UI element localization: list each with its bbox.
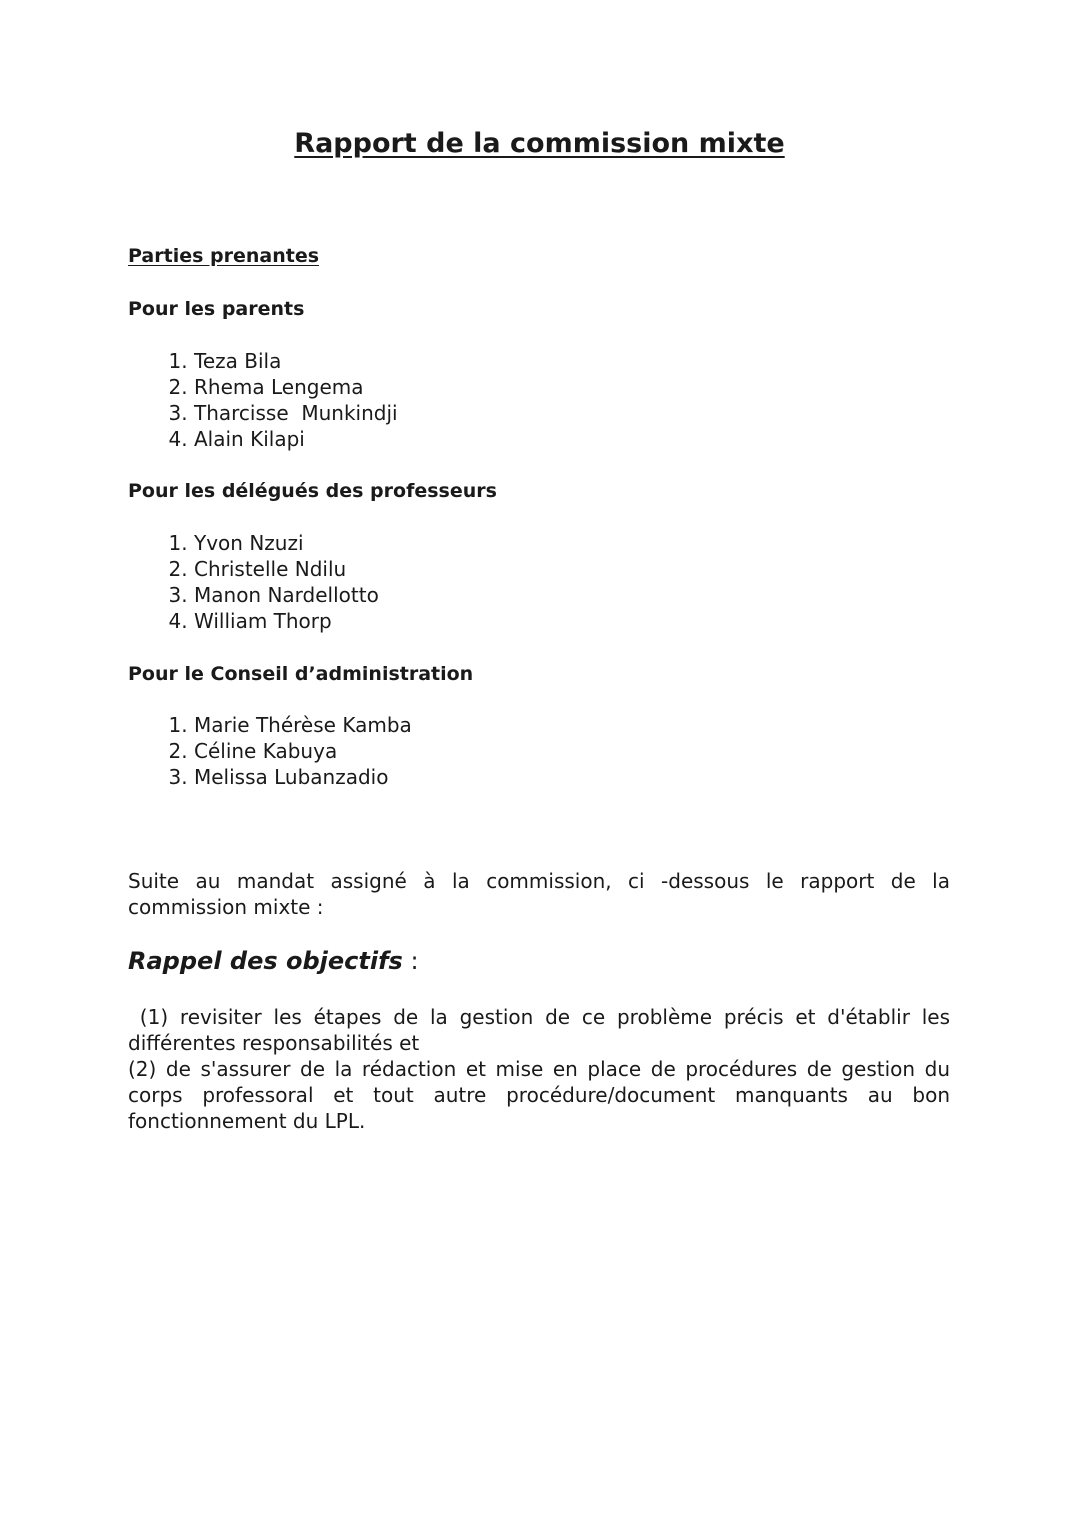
document-title: Rapport de la commission mixte: [294, 128, 785, 159]
member-list: [128, 712, 950, 790]
intro-paragraph: [128, 868, 950, 920]
group-heading: Pour les parents: [128, 298, 305, 320]
intro-line-1: Suite au mandat assigné à la commission, ci -dessous le rapport de la: [128, 869, 950, 893]
stakeholders-heading: Parties prenantes: [128, 245, 320, 267]
group-heading: Pour le Conseil d’administration: [128, 663, 474, 685]
group-board: [128, 662, 950, 686]
objectives-block: [128, 1004, 957, 1134]
group-board-list: [128, 712, 950, 790]
intro-line-2: commission mixte :: [128, 895, 324, 919]
list-item: 3. Tharcisse Munkindji: [194, 400, 950, 426]
objective-1: (1) revisiter les étapes de la gestion de ce problème précis et d'établir les différentes responsabilités et: [128, 1005, 957, 1055]
objectives-heading: [128, 945, 419, 977]
objectives-heading-text: Rappel des objectifs: [128, 947, 403, 975]
list-item: 3. Manon Nardellotto: [194, 582, 950, 608]
list-item: 2. Céline Kabuya: [194, 738, 950, 764]
list-item: 1. Marie Thérèse Kamba: [194, 712, 950, 738]
stakeholders-heading-block: [128, 244, 950, 268]
list-item: 1. Yvon Nzuzi: [194, 530, 950, 556]
list-item: 2. Christelle Ndilu: [194, 556, 950, 582]
group-heading: Pour les délégués des professeurs: [128, 480, 497, 502]
list-item: 2. Rhema Lengema: [194, 374, 950, 400]
member-list: [128, 348, 950, 452]
member-list: [128, 530, 950, 634]
group-parents: [128, 297, 950, 321]
list-item: 3. Melissa Lubanzadio: [194, 764, 950, 790]
group-parents-list: [128, 348, 950, 452]
group-teachers: [128, 479, 950, 503]
list-item: 4. Alain Kilapi: [194, 426, 950, 452]
objectives-heading-colon: :: [402, 947, 419, 975]
list-item: 4. William Thorp: [194, 608, 950, 634]
objective-2: (2) de s'assurer de la rédaction et mise en place de procédures de gestion du corps professoral et tout autre procédure/document manquants au bon fonctionnement du LPL.: [128, 1057, 950, 1133]
list-item: 1. Teza Bila: [194, 348, 950, 374]
group-teachers-list: [128, 530, 950, 634]
